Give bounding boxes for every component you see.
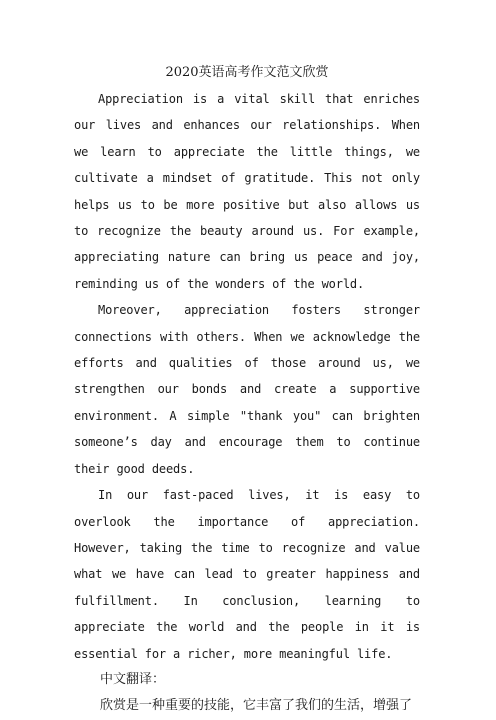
translation-label: 中文翻译： xyxy=(100,671,166,687)
paragraph-3: In our fast-paced lives, it is easy to overlook the importance of appreciation. However, taking the time to recognize and value what we have can lead to greater happiness and fulfillment. In conclusion, learning to appreciate the world and the people in it is essential for a richer, more meaningful life. xyxy=(74,488,420,661)
paragraph-2: Moreover, appreciation fosters stronger connections with others. When we acknowledge the efforts and qualities of those around us, we strengthen our bonds and create a supportive environment. A simple "thank you" can brighten someone’s day and encourage them to continue their good deeds. xyxy=(74,303,420,476)
document-title: 2020英语高考作文范文欣赏 xyxy=(165,65,329,80)
paragraph-1: Appreciation is a vital skill that enriches our lives and enhances our relationships. When we learn to appreciate the little things, we cultivate a mindset of gratitude. This not only helps us to be more positive but also allows us to recognize the beauty around us. For example, appreciating nature can bring us peace and joy, reminding us of the wonders of the world. xyxy=(74,92,420,291)
document-content xyxy=(74,60,420,720)
translation-text: 欣赏是一种重要的技能，它丰富了我们的生活，增强了 xyxy=(100,698,413,714)
